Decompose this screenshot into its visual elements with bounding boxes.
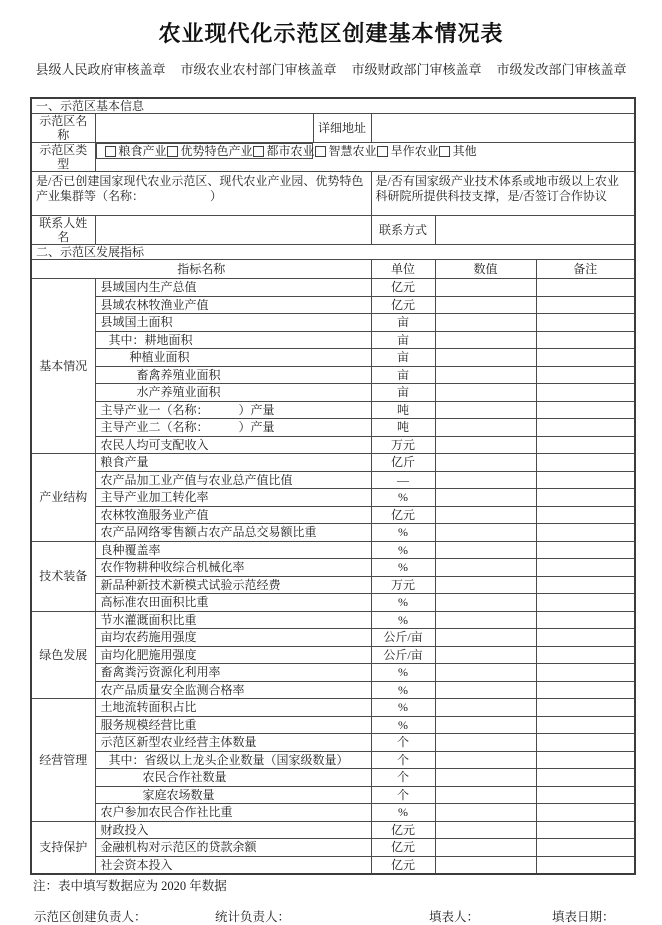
page-title: 农业现代化示范区创建基本情况表: [158, 21, 504, 46]
indicator-value-cell[interactable]: [435, 454, 536, 472]
indicator-unit: %: [371, 699, 435, 717]
table-row: [31, 769, 635, 787]
indicator-remark-cell[interactable]: [536, 471, 635, 489]
table-row: [31, 349, 635, 367]
indicator-remark-cell[interactable]: [536, 576, 635, 594]
table-row: [31, 114, 635, 143]
indicator-remark-cell[interactable]: [536, 786, 635, 804]
indicator-remark-cell[interactable]: [536, 349, 635, 367]
indicator-remark-cell[interactable]: [536, 279, 635, 297]
sign-statistics-leader: 统计负责人：: [215, 909, 291, 924]
indicator-value-cell[interactable]: [435, 419, 536, 437]
indicator-name: 粮食产量: [95, 454, 371, 472]
indicator-unit: %: [371, 611, 435, 629]
indicator-name: 主导产业加工转化率: [95, 489, 371, 507]
table-row: [31, 419, 635, 437]
indicator-name: 良种覆盖率: [95, 541, 371, 559]
type-option-label: 优势特色产业: [180, 144, 253, 158]
indicator-name: 县域国内生产总值: [95, 279, 371, 297]
indicator-unit: 亿元: [371, 856, 435, 874]
type-option-label: 智慧农业: [328, 144, 377, 158]
indicator-unit: 亿元: [371, 279, 435, 297]
checkbox-icon[interactable]: [253, 146, 264, 157]
indicator-remark-cell[interactable]: [536, 664, 635, 682]
indicator-value-cell[interactable]: [435, 489, 536, 507]
indicator-unit: 个: [371, 769, 435, 787]
indicator-value-cell[interactable]: [435, 751, 536, 769]
indicator-remark-cell[interactable]: [536, 856, 635, 874]
table-row: [31, 489, 635, 507]
indicator-name: 土地流转面积占比: [95, 699, 371, 717]
indicator-remark-cell[interactable]: [536, 401, 635, 419]
indicator-unit: %: [371, 594, 435, 612]
indicator-unit: 个: [371, 786, 435, 804]
indicator-remark-cell[interactable]: [536, 296, 635, 314]
indicator-name: 财政投入: [95, 821, 371, 839]
indicator-name: 高标准农田面积比重: [95, 594, 371, 612]
indicator-value-cell[interactable]: [435, 314, 536, 332]
indicator-name: 社会资本投入: [95, 856, 371, 874]
indicator-value-cell[interactable]: [435, 366, 536, 384]
indicator-remark-cell[interactable]: [536, 489, 635, 507]
indicator-name: 农民合作社数量: [95, 769, 371, 787]
form-table-wrap: [30, 97, 636, 875]
indicator-remark-cell[interactable]: [536, 594, 635, 612]
zone-name-label: 示范区名称: [31, 114, 95, 143]
indicator-unit: 万元: [371, 436, 435, 454]
indicator-remark-cell[interactable]: [536, 314, 635, 332]
indicator-unit: %: [371, 681, 435, 699]
indicator-name: 节水灌溉面积比重: [95, 611, 371, 629]
indicator-name: 农林牧渔服务业产值: [95, 506, 371, 524]
indicator-unit: %: [371, 524, 435, 542]
indicator-remark-cell[interactable]: [536, 751, 635, 769]
type-option-label: 都市农业: [266, 144, 315, 158]
table-row: [31, 506, 635, 524]
stamp-city-reform: 市级发改部门审核盖章: [496, 62, 627, 77]
table-row: [31, 384, 635, 402]
table-row: [31, 856, 635, 874]
indicator-remark-cell[interactable]: [536, 541, 635, 559]
indicator-value-cell[interactable]: [435, 611, 536, 629]
indicator-unit: 亿元: [371, 506, 435, 524]
section1-title: 一、示范区基本信息: [31, 98, 635, 114]
indicator-value-cell[interactable]: [435, 856, 536, 874]
indicator-remark-cell[interactable]: [536, 419, 635, 437]
indicator-unit: 亿元: [371, 821, 435, 839]
indicator-name: 农户参加农民合作社比重: [95, 804, 371, 822]
indicator-unit: 吨: [371, 401, 435, 419]
indicator-name: 畜禽养殖业面积: [95, 366, 371, 384]
address-input-cell[interactable]: [371, 114, 635, 143]
indicator-name: 农民人均可支配收入: [95, 436, 371, 454]
indicator-value-cell[interactable]: [435, 594, 536, 612]
indicator-name: 农产品网络零售额占农产品总交易额比重: [95, 524, 371, 542]
indicator-name: 其中：省级以上龙头企业数量（国家级数量）: [95, 751, 371, 769]
table-row: [31, 734, 635, 752]
indicator-name: 服务规模经营比重: [95, 716, 371, 734]
table-row: [31, 296, 635, 314]
indicator-value-cell[interactable]: [435, 646, 536, 664]
table-row: [31, 821, 635, 839]
indicator-unit: 亿斤: [371, 454, 435, 472]
indicator-name: 示范区新型农业经营主体数量: [95, 734, 371, 752]
indicator-value-cell[interactable]: [435, 349, 536, 367]
indicator-name: 家庭农场数量: [95, 786, 371, 804]
support-question-cell: 是/否有国家级产业技术体系或地市级以上农业科研院所提供科技支撑，是/否签订合作协议: [371, 172, 635, 216]
indicator-value-cell[interactable]: [435, 471, 536, 489]
indicator-name: 农作物耕种收综合机械化率: [95, 559, 371, 577]
type-option-label: 旱作农业: [390, 144, 439, 158]
indicator-remark-cell[interactable]: [536, 716, 635, 734]
indicator-unit: %: [371, 716, 435, 734]
indicator-unit: 亩: [371, 331, 435, 349]
table-row: [31, 279, 635, 297]
table-row: [31, 576, 635, 594]
main-table: [30, 97, 636, 875]
indicator-unit: %: [371, 489, 435, 507]
type-option-0[interactable]: [105, 144, 167, 158]
indicator-remark-cell[interactable]: [536, 769, 635, 787]
indicator-name: 畜禽粪污资源化利用率: [95, 664, 371, 682]
indicator-remark-cell[interactable]: [536, 506, 635, 524]
table-row: [31, 143, 635, 172]
indicator-unit: 公斤/亩: [371, 646, 435, 664]
table-row: [31, 559, 635, 577]
indicator-header-row: [31, 260, 635, 279]
indicator-value-cell[interactable]: [435, 664, 536, 682]
indicator-value-cell[interactable]: [435, 401, 536, 419]
type-option-3[interactable]: [315, 144, 377, 158]
table-row: [31, 681, 635, 699]
group-label: 技术装备: [31, 541, 95, 611]
sign-form-filler: 填表人：: [429, 909, 480, 924]
stamp-city-finance: 市级财政部门审核盖章: [351, 62, 482, 77]
indicator-unit: 万元: [371, 576, 435, 594]
indicator-unit: 个: [371, 751, 435, 769]
table-row: [31, 436, 635, 454]
indicator-unit: 亩: [371, 314, 435, 332]
stamp-county-gov: 县级人民政府审核盖章: [35, 62, 166, 77]
table-row: [31, 524, 635, 542]
zone-name-input-cell[interactable]: [95, 114, 313, 143]
indicator-value-cell[interactable]: [435, 506, 536, 524]
type-option-4[interactable]: [377, 144, 439, 158]
stamp-line: [0, 62, 662, 78]
indicator-name: 新品种新技术新模式试验示范经费: [95, 576, 371, 594]
checkbox-icon[interactable]: [439, 146, 450, 157]
indicator-unit: 亿元: [371, 839, 435, 857]
indicator-value-cell[interactable]: [435, 786, 536, 804]
table-row: [31, 646, 635, 664]
type-option-label: 其他: [452, 144, 477, 158]
indicator-remark-cell[interactable]: [536, 821, 635, 839]
table-row: [31, 804, 635, 822]
header-remark: 备注: [536, 260, 635, 279]
indicator-value-cell[interactable]: [435, 524, 536, 542]
section1-title-row: [31, 98, 635, 114]
indicator-rows: [31, 279, 635, 874]
indicator-value-cell[interactable]: [435, 699, 536, 717]
indicator-name: 亩均农药施用强度: [95, 629, 371, 647]
indicator-unit: %: [371, 804, 435, 822]
contact-name-input-cell[interactable]: [95, 216, 371, 245]
indicator-value-cell[interactable]: [435, 279, 536, 297]
table-row: [31, 541, 635, 559]
table-row: [31, 751, 635, 769]
checkbox-icon[interactable]: [105, 146, 116, 157]
indicator-unit: 亩: [371, 384, 435, 402]
indicator-value-cell[interactable]: [435, 296, 536, 314]
indicator-name: 金融机构对示范区的贷款余额: [95, 839, 371, 857]
indicator-unit: %: [371, 541, 435, 559]
type-option-5[interactable]: [439, 144, 477, 158]
indicator-name: 水产养殖业面积: [95, 384, 371, 402]
indicator-unit: 公斤/亩: [371, 629, 435, 647]
stamp-city-agri: 市级农业农村部门审核盖章: [180, 62, 337, 77]
table-row: [31, 314, 635, 332]
group-label: 支持保护: [31, 821, 95, 874]
table-row: [31, 366, 635, 384]
indicator-remark-cell[interactable]: [536, 646, 635, 664]
checkbox-icon[interactable]: [315, 146, 326, 157]
indicator-name: 县域国土面积: [95, 314, 371, 332]
indicator-unit: 亩: [371, 366, 435, 384]
indicator-value-cell[interactable]: [435, 769, 536, 787]
type-option-1[interactable]: [167, 144, 253, 158]
checkbox-icon[interactable]: [167, 146, 178, 157]
table-row: [31, 839, 635, 857]
indicator-unit: 吨: [371, 419, 435, 437]
type-options-cell: [96, 143, 477, 159]
indicator-value-cell[interactable]: [435, 821, 536, 839]
contact-name-label: 联系人姓名: [31, 216, 95, 245]
indicator-unit: —: [371, 471, 435, 489]
indicator-value-cell[interactable]: [435, 384, 536, 402]
created-question-cell: 是/否已创建国家现代农业示范区、现代农业产业园、优势特色产业集群等（名称： ）: [31, 172, 371, 216]
type-option-2[interactable]: [253, 144, 315, 158]
footnote: 注：表中填写数据应为 2020 年数据: [33, 878, 227, 893]
sign-fill-date: 填表日期：: [552, 909, 615, 924]
contact-method-input-cell[interactable]: [435, 216, 635, 245]
indicator-value-cell[interactable]: [435, 559, 536, 577]
indicator-remark-cell[interactable]: [536, 454, 635, 472]
section2-title-row: [31, 245, 635, 260]
header-indicator: 指标名称: [31, 260, 371, 279]
address-label: 详细地址: [313, 114, 371, 143]
indicator-name: 种植业面积: [95, 349, 371, 367]
indicator-remark-cell[interactable]: [536, 524, 635, 542]
table-row: [31, 629, 635, 647]
group-label: 产业结构: [31, 454, 95, 542]
indicator-unit: %: [371, 559, 435, 577]
group-label: 绿色发展: [31, 611, 95, 699]
indicator-value-cell[interactable]: [435, 804, 536, 822]
indicator-name: 农产品质量安全监测合格率: [95, 681, 371, 699]
indicator-name: 县域农林牧渔业产值: [95, 296, 371, 314]
table-row: [31, 454, 635, 472]
indicator-remark-cell[interactable]: [536, 629, 635, 647]
sign-zone-leader: 示范区创建负责人：: [34, 909, 147, 924]
contact-method-label: 联系方式: [371, 216, 435, 245]
indicator-remark-cell[interactable]: [536, 436, 635, 454]
indicator-remark-cell[interactable]: [536, 804, 635, 822]
table-row: [31, 172, 635, 216]
indicator-unit: %: [371, 664, 435, 682]
indicator-name: 农产品加工业产值与农业总产值比值: [95, 471, 371, 489]
indicator-value-cell[interactable]: [435, 716, 536, 734]
indicator-value-cell[interactable]: [435, 681, 536, 699]
indicator-value-cell[interactable]: [435, 541, 536, 559]
header-unit: 单位: [371, 260, 435, 279]
indicator-value-cell[interactable]: [435, 436, 536, 454]
indicator-name: 亩均化肥施用强度: [95, 646, 371, 664]
group-label: 经营管理: [31, 699, 95, 822]
indicator-remark-cell[interactable]: [536, 559, 635, 577]
indicator-value-cell[interactable]: [435, 331, 536, 349]
indicator-value-cell[interactable]: [435, 734, 536, 752]
table-row: [31, 716, 635, 734]
table-row: [31, 401, 635, 419]
table-row: [31, 471, 635, 489]
indicator-unit: 个: [371, 734, 435, 752]
section2-title: 二、示范区发展指标: [31, 245, 635, 260]
table-row: [31, 594, 635, 612]
zone-type-label: 示范区类型: [31, 143, 95, 172]
indicator-unit: 亩: [371, 349, 435, 367]
indicator-remark-cell[interactable]: [536, 839, 635, 857]
indicator-value-cell[interactable]: [435, 839, 536, 857]
indicator-remark-cell[interactable]: [536, 331, 635, 349]
indicator-value-cell[interactable]: [435, 576, 536, 594]
indicator-remark-cell[interactable]: [536, 384, 635, 402]
type-option-label: 粮食产业: [118, 144, 167, 158]
indicator-remark-cell[interactable]: [536, 681, 635, 699]
group-label: 基本情况: [31, 279, 95, 454]
indicator-value-cell[interactable]: [435, 629, 536, 647]
indicator-remark-cell[interactable]: [536, 734, 635, 752]
table-row: [31, 699, 635, 717]
header-value: 数值: [435, 260, 536, 279]
table-row: [31, 331, 635, 349]
indicator-name: 其中：耕地面积: [95, 331, 371, 349]
indicator-name: 主导产业一（名称： ）产量: [95, 401, 371, 419]
indicator-name: 主导产业二（名称： ）产量: [95, 419, 371, 437]
table-row: [31, 216, 635, 245]
indicator-remark-cell[interactable]: [536, 366, 635, 384]
checkbox-icon[interactable]: [377, 146, 388, 157]
table-row: [31, 611, 635, 629]
indicator-unit: 亿元: [371, 296, 435, 314]
indicator-remark-cell[interactable]: [536, 699, 635, 717]
table-row: [31, 664, 635, 682]
signature-line: [0, 907, 662, 923]
table-row: [31, 786, 635, 804]
indicator-remark-cell[interactable]: [536, 611, 635, 629]
